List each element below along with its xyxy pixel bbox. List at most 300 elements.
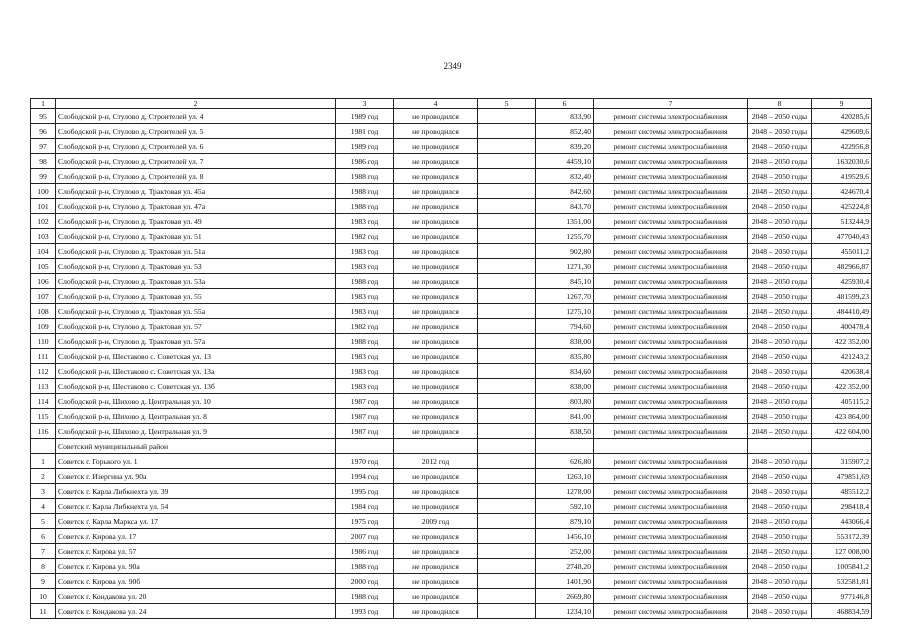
table-row [31, 514, 872, 529]
empty-cell [478, 544, 536, 559]
period-cell [748, 439, 812, 454]
cost-cell [812, 439, 872, 454]
address-cell: Слободской р-н, Шихово д. Центральная ул. 8 [56, 409, 336, 424]
empty-cell [478, 559, 536, 574]
area-cell: 838,50 [536, 424, 594, 439]
last-repair-cell: не проводился [394, 199, 478, 214]
year-built-cell: 1986 год [336, 544, 394, 559]
cost-cell: 315907,2 [812, 454, 872, 469]
address-cell: Советск г. Карла Маркса ул. 17 [56, 514, 336, 529]
cost-cell: 422 352,00 [812, 379, 872, 394]
year-built-cell: 1987 год [336, 424, 394, 439]
period-cell: 2048 – 2050 годы [748, 409, 812, 424]
row-number-cell: 107 [31, 289, 56, 304]
empty-cell [478, 529, 536, 544]
last-repair-cell: не проводился [394, 289, 478, 304]
year-built-cell: 1987 год [336, 394, 394, 409]
table-row [31, 544, 872, 559]
period-cell: 2048 – 2050 годы [748, 589, 812, 604]
empty-cell [478, 394, 536, 409]
last-repair-cell: не проводился [394, 304, 478, 319]
cost-cell: 553172,39 [812, 529, 872, 544]
table-row [31, 169, 872, 184]
row-number-cell: 8 [31, 559, 56, 574]
row-number-cell: 5 [31, 514, 56, 529]
work-type-cell: ремонт системы электроснабжения [594, 454, 748, 469]
period-cell: 2048 – 2050 годы [748, 319, 812, 334]
work-type-cell: ремонт системы электроснабжения [594, 559, 748, 574]
row-number-cell: 114 [31, 394, 56, 409]
table-row [31, 289, 872, 304]
year-built-cell: 1989 год [336, 109, 394, 124]
work-type-cell: ремонт системы электроснабжения [594, 379, 748, 394]
row-number-cell: 105 [31, 259, 56, 274]
cost-cell: 423 864,00 [812, 409, 872, 424]
year-built-cell: 1982 год [336, 319, 394, 334]
year-built-cell: 1983 год [336, 244, 394, 259]
row-number-cell: 6 [31, 529, 56, 544]
address-cell: Слободской р-н, Стулово д. Трактовая ул. 51 [56, 229, 336, 244]
area-cell: 879,10 [536, 514, 594, 529]
cost-cell: 422 352,00 [812, 334, 872, 349]
work-type-cell: ремонт системы электроснабжения [594, 289, 748, 304]
table-row [31, 184, 872, 199]
area-cell: 1275,10 [536, 304, 594, 319]
address-cell: Советск г. Карла Либкнехта ул. 54 [56, 499, 336, 514]
address-cell: Слободской р-н, Шихово д. Центральная ул. 9 [56, 424, 336, 439]
empty-cell [478, 409, 536, 424]
last-repair-cell: не проводился [394, 109, 478, 124]
last-repair-cell: не проводился [394, 544, 478, 559]
area-cell: 1271,30 [536, 259, 594, 274]
empty-cell [478, 499, 536, 514]
cost-cell: 468834,59 [812, 604, 872, 619]
table-row [31, 274, 872, 289]
area-cell: 842,60 [536, 184, 594, 199]
table-row [31, 319, 872, 334]
work-type-cell: ремонт системы электроснабжения [594, 334, 748, 349]
year-built-cell: 1988 год [336, 184, 394, 199]
work-type-cell: ремонт системы электроснабжения [594, 229, 748, 244]
year-built-cell: 1988 год [336, 274, 394, 289]
period-cell: 2048 – 2050 годы [748, 499, 812, 514]
table-row [31, 154, 872, 169]
row-number-cell: 111 [31, 349, 56, 364]
period-cell: 2048 – 2050 годы [748, 199, 812, 214]
work-type-cell: ремонт системы электроснабжения [594, 214, 748, 229]
year-built-cell: 1970 год [336, 454, 394, 469]
last-repair-cell: не проводился [394, 604, 478, 619]
period-cell: 2048 – 2050 годы [748, 304, 812, 319]
work-type-cell: ремонт системы электроснабжения [594, 574, 748, 589]
cost-cell: 479851,69 [812, 469, 872, 484]
header-cell: 1 [31, 99, 56, 109]
period-cell: 2048 – 2050 годы [748, 604, 812, 619]
cost-cell: 425930,4 [812, 274, 872, 289]
year-built-cell: 1988 год [336, 334, 394, 349]
last-repair-cell: не проводился [394, 424, 478, 439]
row-number-cell [31, 439, 56, 454]
header-cell: 9 [812, 99, 872, 109]
address-cell: Советск г. Кирова ул. 90а [56, 559, 336, 574]
table-row [31, 439, 872, 454]
period-cell: 2048 – 2050 годы [748, 259, 812, 274]
last-repair-cell: не проводился [394, 349, 478, 364]
last-repair-cell: не проводился [394, 139, 478, 154]
area-cell: 838,00 [536, 379, 594, 394]
area-cell: 845,10 [536, 274, 594, 289]
area-cell: 1263,10 [536, 469, 594, 484]
area-cell: 2669,80 [536, 589, 594, 604]
last-repair-cell: 2009 год [394, 514, 478, 529]
address-cell: Советск г. Кондакова ул. 24 [56, 604, 336, 619]
last-repair-cell: не проводился [394, 529, 478, 544]
empty-cell [478, 154, 536, 169]
year-built-cell: 1975 год [336, 514, 394, 529]
period-cell: 2048 – 2050 годы [748, 394, 812, 409]
table-row [31, 499, 872, 514]
work-type-cell: ремонт системы электроснабжения [594, 394, 748, 409]
work-type-cell: ремонт системы электроснабжения [594, 544, 748, 559]
table-row [31, 574, 872, 589]
address-cell: Слободской р-н, Стулово д. Трактовая ул. 57а [56, 334, 336, 349]
row-number-cell: 103 [31, 229, 56, 244]
empty-cell [478, 514, 536, 529]
empty-cell [478, 454, 536, 469]
period-cell: 2048 – 2050 годы [748, 124, 812, 139]
cost-cell: 127 008,00 [812, 544, 872, 559]
row-number-cell: 109 [31, 319, 56, 334]
work-type-cell: ремонт системы электроснабжения [594, 589, 748, 604]
table-row [31, 424, 872, 439]
row-number-cell: 106 [31, 274, 56, 289]
work-type-cell: ремонт системы электроснабжения [594, 499, 748, 514]
table-row [31, 379, 872, 394]
area-cell: 4459,10 [536, 154, 594, 169]
cost-cell: 1005841,2 [812, 559, 872, 574]
last-repair-cell: не проводился [394, 214, 478, 229]
work-type-cell [594, 439, 748, 454]
year-built-cell: 2000 год [336, 574, 394, 589]
period-cell: 2048 – 2050 годы [748, 514, 812, 529]
cost-cell: 429609,6 [812, 124, 872, 139]
empty-cell [478, 184, 536, 199]
period-cell: 2048 – 2050 годы [748, 289, 812, 304]
row-number-cell: 104 [31, 244, 56, 259]
empty-cell [478, 364, 536, 379]
row-number-cell: 10 [31, 589, 56, 604]
work-type-cell: ремонт системы электроснабжения [594, 274, 748, 289]
table-body [31, 109, 872, 619]
area-cell: 1401,90 [536, 574, 594, 589]
last-repair-cell: не проводился [394, 154, 478, 169]
address-cell: Слободской р-н, Стулово д. Трактовая ул. 49 [56, 214, 336, 229]
work-type-cell: ремонт системы электроснабжения [594, 199, 748, 214]
cost-cell: 485512,2 [812, 484, 872, 499]
address-cell: Слободской р-н, Стулово д. Трактовая ул. 55а [56, 304, 336, 319]
table-row [31, 124, 872, 139]
area-cell [536, 439, 594, 454]
row-number-cell: 101 [31, 199, 56, 214]
last-repair-cell: не проводился [394, 469, 478, 484]
cost-cell: 477040,43 [812, 229, 872, 244]
address-cell: Слободской р-н, Стулово д, Строителей ул. 6 [56, 139, 336, 154]
empty-cell [478, 349, 536, 364]
year-built-cell: 1983 год [336, 304, 394, 319]
row-number-cell: 115 [31, 409, 56, 424]
table-row [31, 139, 872, 154]
area-cell: 1255,70 [536, 229, 594, 244]
address-cell: Советск г. Кирова ул. 57 [56, 544, 336, 559]
area-cell: 794,60 [536, 319, 594, 334]
work-type-cell: ремонт системы электроснабжения [594, 244, 748, 259]
period-cell: 2048 – 2050 годы [748, 484, 812, 499]
row-number-cell: 9 [31, 574, 56, 589]
work-type-cell: ремонт системы электроснабжения [594, 109, 748, 124]
cost-cell: 420638,4 [812, 364, 872, 379]
area-cell: 252,00 [536, 544, 594, 559]
last-repair-cell: не проводился [394, 229, 478, 244]
header-cell: 3 [336, 99, 394, 109]
work-type-cell: ремонт системы электроснабжения [594, 139, 748, 154]
row-number-cell: 3 [31, 484, 56, 499]
empty-cell [478, 379, 536, 394]
last-repair-cell: не проводился [394, 274, 478, 289]
cost-cell: 298418,4 [812, 499, 872, 514]
period-cell: 2048 – 2050 годы [748, 364, 812, 379]
last-repair-cell: не проводился [394, 334, 478, 349]
cost-cell: 481599,23 [812, 289, 872, 304]
table-row [31, 364, 872, 379]
period-cell: 2048 – 2050 годы [748, 184, 812, 199]
period-cell: 2048 – 2050 годы [748, 139, 812, 154]
cost-cell: 455011,2 [812, 244, 872, 259]
work-type-cell: ремонт системы электроснабжения [594, 364, 748, 379]
last-repair-cell: не проводился [394, 244, 478, 259]
cost-cell: 977146,8 [812, 589, 872, 604]
row-number-cell: 7 [31, 544, 56, 559]
cost-cell: 482966,87 [812, 259, 872, 274]
year-built-cell: 1987 год [336, 409, 394, 424]
empty-cell [478, 574, 536, 589]
work-type-cell: ремонт системы электроснабжения [594, 304, 748, 319]
empty-cell [478, 199, 536, 214]
work-type-cell: ремонт системы электроснабжения [594, 259, 748, 274]
work-type-cell: ремонт системы электроснабжения [594, 484, 748, 499]
empty-cell [478, 259, 536, 274]
header-cell: 7 [594, 99, 748, 109]
cost-cell: 513244,9 [812, 214, 872, 229]
row-number-cell: 102 [31, 214, 56, 229]
area-cell: 841,00 [536, 409, 594, 424]
table-header-row [31, 99, 872, 109]
last-repair-cell: не проводился [394, 379, 478, 394]
last-repair-cell: не проводился [394, 124, 478, 139]
area-cell: 1278,00 [536, 484, 594, 499]
work-type-cell: ремонт системы электроснабжения [594, 154, 748, 169]
empty-cell [478, 424, 536, 439]
address-cell: Советск г. Кондакова ул. 20 [56, 589, 336, 604]
table-row [31, 529, 872, 544]
last-repair-cell: не проводился [394, 394, 478, 409]
empty-cell [478, 334, 536, 349]
cost-cell: 405115,2 [812, 394, 872, 409]
header-cell: 8 [748, 99, 812, 109]
cost-cell: 443066,4 [812, 514, 872, 529]
header-cell: 4 [394, 99, 478, 109]
cost-cell: 420285,6 [812, 109, 872, 124]
period-cell: 2048 – 2050 годы [748, 334, 812, 349]
row-number-cell: 112 [31, 364, 56, 379]
year-built-cell: 1988 год [336, 559, 394, 574]
cost-cell: 424670,4 [812, 184, 872, 199]
row-number-cell: 95 [31, 109, 56, 124]
empty-cell [478, 304, 536, 319]
work-type-cell: ремонт системы электроснабжения [594, 424, 748, 439]
row-number-cell: 110 [31, 334, 56, 349]
last-repair-cell: не проводился [394, 364, 478, 379]
area-cell: 1267,70 [536, 289, 594, 304]
period-cell: 2048 – 2050 годы [748, 109, 812, 124]
period-cell: 2048 – 2050 годы [748, 454, 812, 469]
last-repair-cell: не проводился [394, 559, 478, 574]
table-row [31, 589, 872, 604]
period-cell: 2048 – 2050 годы [748, 349, 812, 364]
area-cell: 592,10 [536, 499, 594, 514]
year-built-cell: 1983 год [336, 379, 394, 394]
table-row [31, 229, 872, 244]
year-built-cell: 1988 год [336, 169, 394, 184]
empty-cell [478, 604, 536, 619]
year-built-cell [336, 439, 394, 454]
year-built-cell: 1983 год [336, 259, 394, 274]
row-number-cell: 96 [31, 124, 56, 139]
work-type-cell: ремонт системы электроснабжения [594, 604, 748, 619]
address-cell: Слободской р-н, Стулово д, Строителей ул. 5 [56, 124, 336, 139]
cost-cell: 422956,8 [812, 139, 872, 154]
table-row [31, 469, 872, 484]
area-cell: 1456,10 [536, 529, 594, 544]
area-cell: 1351,00 [536, 214, 594, 229]
address-cell: Советск г. Кирова ул. 17 [56, 529, 336, 544]
address-cell: Советский муниципальный район [56, 439, 336, 454]
table-row [31, 559, 872, 574]
year-built-cell: 1983 год [336, 364, 394, 379]
cost-cell: 484410,49 [812, 304, 872, 319]
empty-cell [478, 289, 536, 304]
row-number-cell: 113 [31, 379, 56, 394]
year-built-cell: 1989 год [336, 139, 394, 154]
table-row [31, 409, 872, 424]
address-cell: Слободской р-н, Стулово д. Трактовая ул. 55 [56, 289, 336, 304]
empty-cell [478, 214, 536, 229]
area-cell: 833,90 [536, 109, 594, 124]
work-type-cell: ремонт системы электроснабжения [594, 469, 748, 484]
work-type-cell: ремонт системы электроснабжения [594, 349, 748, 364]
work-type-cell: ремонт системы электроснабжения [594, 184, 748, 199]
empty-cell [478, 469, 536, 484]
empty-cell [478, 244, 536, 259]
table-row [31, 214, 872, 229]
period-cell: 2048 – 2050 годы [748, 379, 812, 394]
cost-cell: 1632030,6 [812, 154, 872, 169]
last-repair-cell: 2012 год [394, 454, 478, 469]
empty-cell [478, 484, 536, 499]
cost-cell: 422 604,00 [812, 424, 872, 439]
cost-cell: 419529,6 [812, 169, 872, 184]
work-type-cell: ремонт системы электроснабжения [594, 319, 748, 334]
table-row [31, 349, 872, 364]
work-type-cell: ремонт системы электроснабжения [594, 529, 748, 544]
area-cell: 835,80 [536, 349, 594, 364]
work-type-cell: ремонт системы электроснабжения [594, 409, 748, 424]
table-row [31, 394, 872, 409]
row-number-cell: 108 [31, 304, 56, 319]
page-number: 2349 [443, 61, 462, 71]
address-cell: Слободской р-н, Стулово д. Трактовая ул. 51а [56, 244, 336, 259]
empty-cell [478, 124, 536, 139]
header-cell: 6 [536, 99, 594, 109]
year-built-cell: 1986 год [336, 154, 394, 169]
cost-cell: 425224,8 [812, 199, 872, 214]
row-number-cell: 4 [31, 499, 56, 514]
header-cell: 5 [478, 99, 536, 109]
year-built-cell: 1981 год [336, 124, 394, 139]
address-cell: Слободской р-н, Стулово д, Строителей ул. 7 [56, 154, 336, 169]
row-number-cell: 99 [31, 169, 56, 184]
address-cell: Слободской р-н, Шихово д. Центральная ул. 10 [56, 394, 336, 409]
empty-cell [478, 589, 536, 604]
last-repair-cell: не проводился [394, 169, 478, 184]
year-built-cell: 1982 год [336, 229, 394, 244]
cost-cell: 400478,4 [812, 319, 872, 334]
empty-cell [478, 139, 536, 154]
last-repair-cell: не проводился [394, 319, 478, 334]
empty-cell [478, 169, 536, 184]
address-cell: Советск г. Кирова ул. 90б [56, 574, 336, 589]
year-built-cell: 1983 год [336, 289, 394, 304]
period-cell: 2048 – 2050 годы [748, 544, 812, 559]
period-cell: 2048 – 2050 годы [748, 559, 812, 574]
address-cell: Слободской р-н, Стулово д. Трактовая ул. 53а [56, 274, 336, 289]
address-cell: Слободской р-н, Шестаково с. Советская ул. 13б [56, 379, 336, 394]
address-cell: Слободской р-н, Шестаково с. Советская ул. 13а [56, 364, 336, 379]
year-built-cell: 1988 год [336, 199, 394, 214]
address-cell: Слободской р-н, Стулово д, Строителей ул. 8 [56, 169, 336, 184]
period-cell: 2048 – 2050 годы [748, 529, 812, 544]
table-row [31, 244, 872, 259]
address-cell: Слободской р-н, Стулово д. Трактовая ул. 45а [56, 184, 336, 199]
address-cell: Слободской р-н, Стулово д. Трактовая ул. 53 [56, 259, 336, 274]
last-repair-cell: не проводился [394, 589, 478, 604]
year-built-cell: 1993 год [336, 604, 394, 619]
area-cell: 852,40 [536, 124, 594, 139]
last-repair-cell: не проводился [394, 184, 478, 199]
row-number-cell: 98 [31, 154, 56, 169]
last-repair-cell: не проводился [394, 499, 478, 514]
row-number-cell: 11 [31, 604, 56, 619]
address-cell: Слободской р-н, Стулово д. Трактовая ул. 57 [56, 319, 336, 334]
area-cell: 843,70 [536, 199, 594, 214]
table-row [31, 484, 872, 499]
last-repair-cell: не проводился [394, 574, 478, 589]
header-cell: 2 [56, 99, 336, 109]
address-cell: Советск г. Изергина ул. 90а [56, 469, 336, 484]
area-cell: 1234,10 [536, 604, 594, 619]
period-cell: 2048 – 2050 годы [748, 424, 812, 439]
table-row [31, 109, 872, 124]
table-row [31, 199, 872, 214]
